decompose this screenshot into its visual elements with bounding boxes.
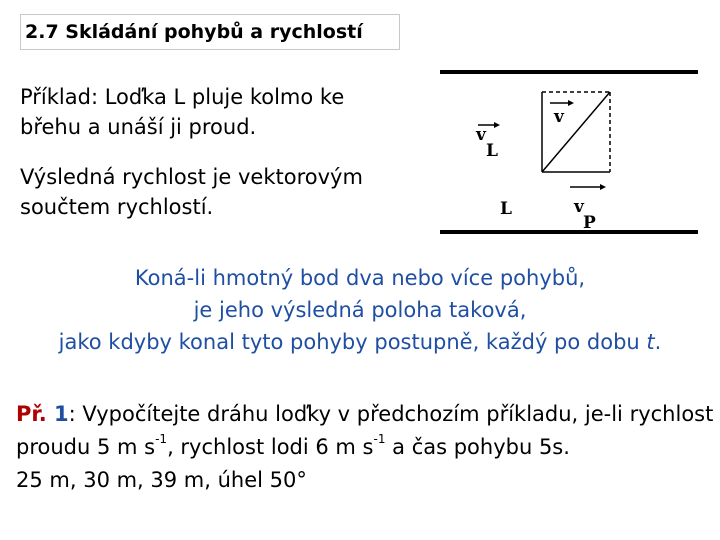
exercise-text-1: Vypočítejte dráhu loďky v předchozím příkladu, je-li rychlost proudu 5 m s	[16, 402, 714, 459]
exercise-label	[16, 402, 69, 426]
label-vL-main: v	[476, 125, 486, 145]
vector-diagram	[436, 66, 706, 236]
theorem-line-3-text: jako kdyby konal tyto pohyby postupně, každý po dobu	[58, 330, 647, 354]
exercise-label-prefix: Př.	[16, 402, 55, 426]
exercise-colon: :	[68, 402, 76, 426]
theorem-line-2: je jeho výsledná poloha taková,	[193, 298, 527, 322]
v-arrow-head	[568, 100, 574, 106]
resultant-line	[542, 92, 610, 172]
theorem-line-1: Koná-li hmotný bod dva nebo více pohybů,	[134, 266, 586, 290]
theorem-line-3	[0, 326, 720, 358]
exercise-number: 1	[54, 402, 69, 426]
label-vP-main: v	[574, 197, 584, 217]
vL-arrow-head	[494, 122, 500, 128]
vP-arrow-head	[600, 184, 606, 190]
theorem-line-3-end: .	[654, 330, 662, 354]
theorem-variable-t: t	[646, 330, 655, 354]
exercise-sup-1: -1	[155, 432, 168, 446]
example-intro-text: Příklad: Loďka L pluje kolmo ke břehu a unáší ji proud.	[20, 85, 345, 139]
result-velocity-text: Výsledná rychlost je vektorovým součtem rychlostí.	[20, 165, 363, 219]
label-vP-sub: P	[583, 213, 596, 233]
exercise-sup-2: -1	[373, 432, 386, 446]
slide-title: 2.7 Skládání pohybů a rychlostí	[20, 14, 400, 50]
label-boat: L	[500, 199, 512, 219]
theorem-block	[0, 262, 720, 358]
exercise-answer: 25 m, 30 m, 39 m, úhel 50°	[16, 468, 307, 492]
exercise-text-3: a čas pohybu 5s.	[385, 435, 570, 459]
exercise-block	[16, 398, 716, 497]
label-vL-sub: L	[486, 141, 498, 161]
label-v: v	[554, 107, 564, 127]
exercise-text-2: , rychlost lodi 6 m s	[167, 435, 374, 459]
